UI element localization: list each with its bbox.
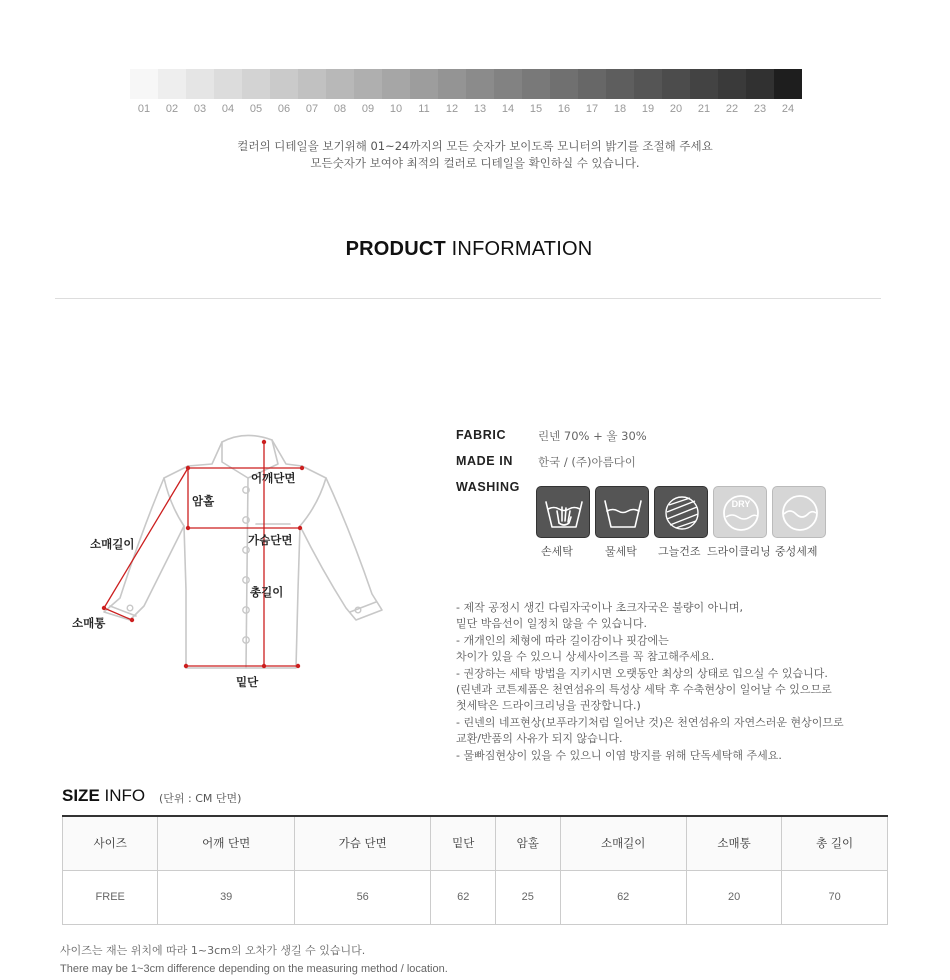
header-cell: 소매길이 [560,816,686,870]
gray-swatch-number: 10 [389,103,403,115]
care-note: - 개개인의 체형에 따라 길이감이나 핏감에는 [456,633,669,647]
gray-swatch [578,69,606,99]
footnote-ko: 사이즈는 재는 위치에 따라 1~3cm의 오차가 생길 수 있습니다. [60,944,366,957]
gray-swatch-number: 08 [333,103,347,115]
shirt-illustration [60,420,440,700]
made-in-label: MADE IN [456,454,513,468]
care-note: - 물빠짐현상이 있을 수 있으니 이염 방지를 위해 단독세탁해 주세요. [456,748,782,762]
size-table [62,815,888,925]
gray-swatch-number: 03 [193,103,207,115]
title-rest: INFORMATION [445,238,593,260]
made-in-value: 한국 / (주)아름다이 [538,455,636,469]
gray-swatch [606,69,634,99]
gray-swatch-number: 11 [418,103,430,115]
table-row [63,870,888,924]
size-footnote [60,942,448,978]
gray-swatch-number: 02 [165,103,179,115]
gray-swatch [634,69,662,99]
shirt-measurement-diagram [60,420,440,700]
dry-clean-icon [713,486,767,538]
header-cell: 총 길이 [782,816,888,870]
divider [55,298,881,299]
gray-swatch-number: 16 [557,103,571,115]
gray-swatch [214,69,242,99]
gray-swatch [298,69,326,99]
gray-swatch [270,69,298,99]
wash-label-detergent: 중성세제 [775,545,818,558]
gray-swatch-number: 24 [781,103,795,115]
gray-swatch-number: 04 [221,103,235,115]
gray-swatch [662,69,690,99]
gray-swatch [382,69,410,99]
gray-swatch-number: 18 [613,103,627,115]
care-note: - 제작 공정시 생긴 다림자국이나 초크자국은 불량이 아니며, [456,601,743,614]
gray-swatch [690,69,718,99]
gray-swatch-number: 23 [753,103,767,115]
gray-scale-bar [130,69,802,99]
header-cell: 암홀 [495,816,560,870]
notice-line-2: 모든숫자가 보여야 최적의 컬러로 디테일을 확인하실 수 있습니다. [310,156,640,170]
hand-wash-icon [536,486,590,538]
care-note: 차이가 있을 수 있으니 상세사이즈를 꼭 참고해주세요. [456,650,715,664]
size-unit: (단위 : CM 단면) [159,792,242,805]
size-info-title [62,786,145,806]
gray-swatch-number: 09 [361,103,375,115]
gray-swatch-number: 05 [249,103,263,115]
table-cell: 25 [495,870,560,924]
title-bold: PRODUCT [345,238,446,260]
label-cuff: 소매통 [72,616,106,630]
wash-label-shade: 그늘건조 [658,545,701,558]
table-cell: 62 [431,870,496,924]
label-armhole: 암홀 [192,494,215,508]
label-shoulder: 어깨단면 [251,471,296,485]
table-cell: 39 [158,870,295,924]
gray-swatch-number: 01 [137,103,151,115]
washing-label: WASHING [456,480,520,494]
gray-swatch [186,69,214,99]
gray-swatch [326,69,354,99]
gray-swatch [494,69,522,99]
table-cell: FREE [63,870,158,924]
table-cell: 70 [782,870,888,924]
gray-swatch [746,69,774,99]
wash-label-dry: 드라이클리닝 [707,545,771,558]
gray-swatch [158,69,186,99]
water-wash-icon [595,486,649,538]
shade-dry-icon [654,486,708,538]
gray-swatch [466,69,494,99]
care-notes [456,600,906,764]
header-cell: 가슴 단면 [294,816,431,870]
gray-swatch-number: 12 [445,103,459,115]
gray-swatch-number: 17 [585,103,599,115]
label-total-length: 총길이 [250,585,284,599]
header-cell: 밑단 [431,816,496,870]
gray-swatch [550,69,578,99]
gray-swatch-number: 14 [501,103,515,115]
label-chest: 가슴단면 [248,533,293,547]
gray-swatch-number: 13 [473,103,487,115]
gray-swatch-number: 21 [697,103,711,115]
care-note: (린넨과 코튼제품은 천연섬유의 특성상 세탁 후 수축현상이 일어날 수 있으므로 [456,683,832,697]
label-hem: 밑단 [236,675,259,689]
gray-swatch-number: 20 [669,103,683,115]
gray-swatch-number: 07 [305,103,319,115]
fabric-label: FABRIC [456,428,507,442]
footnote-en: There may be 1~3cm difference depending on the measuring method / location. [60,963,448,975]
gray-swatch-number: 15 [529,103,543,115]
fabric-value: 린넨 70% + 울 30% [538,429,647,443]
notice-line-1: 컬러의 디테일을 보기위해 01~24까지의 모든 숫자가 보이도록 모니터의 밝기를 조절해 주세요 [237,139,713,153]
size-title-bold: SIZE [62,786,100,805]
neutral-detergent-icon [772,486,826,538]
gray-swatch [438,69,466,99]
gray-swatch-number: 06 [277,103,291,115]
gray-swatch [774,69,802,99]
product-information-title [0,238,938,261]
care-note: 첫세탁은 드라이크리닝을 권장합니다.) [456,699,641,713]
care-note: - 권장하는 세탁 방법을 지키시면 오랫동안 최상의 상태로 입으실 수 있습니다. [456,666,828,680]
header-cell: 어깨 단면 [158,816,295,870]
care-note: 밑단 박음선이 일정치 않을 수 있습니다. [456,617,647,631]
gray-swatch [718,69,746,99]
gray-swatch [242,69,270,99]
header-cell: 사이즈 [63,816,158,870]
gray-swatch [522,69,550,99]
gray-swatch [354,69,382,99]
monitor-notice [0,138,950,172]
gray-swatch-number: 19 [641,103,655,115]
table-cell: 56 [294,870,431,924]
wash-label-water: 물세탁 [605,545,637,558]
size-title-rest: INFO [99,786,146,805]
table-cell: 20 [686,870,781,924]
size-table-header [63,816,888,870]
gray-swatch [130,69,158,99]
label-sleeve-length: 소매길이 [90,537,135,551]
header-cell: 소매통 [686,816,781,870]
dry-badge-text: DRY [731,499,751,509]
gray-scale-numbers [130,103,802,115]
care-note: 교환/반품의 사유가 되지 않습니다. [456,732,623,746]
table-cell: 62 [560,870,686,924]
gray-swatch [410,69,438,99]
care-note: - 린넨의 네프현상(보푸라기처럼 일어난 것)은 천연섬유의 자연스러운 현상이므로 [456,715,844,729]
gray-swatch-number: 22 [725,103,739,115]
wash-label-hand: 손세탁 [541,545,573,558]
